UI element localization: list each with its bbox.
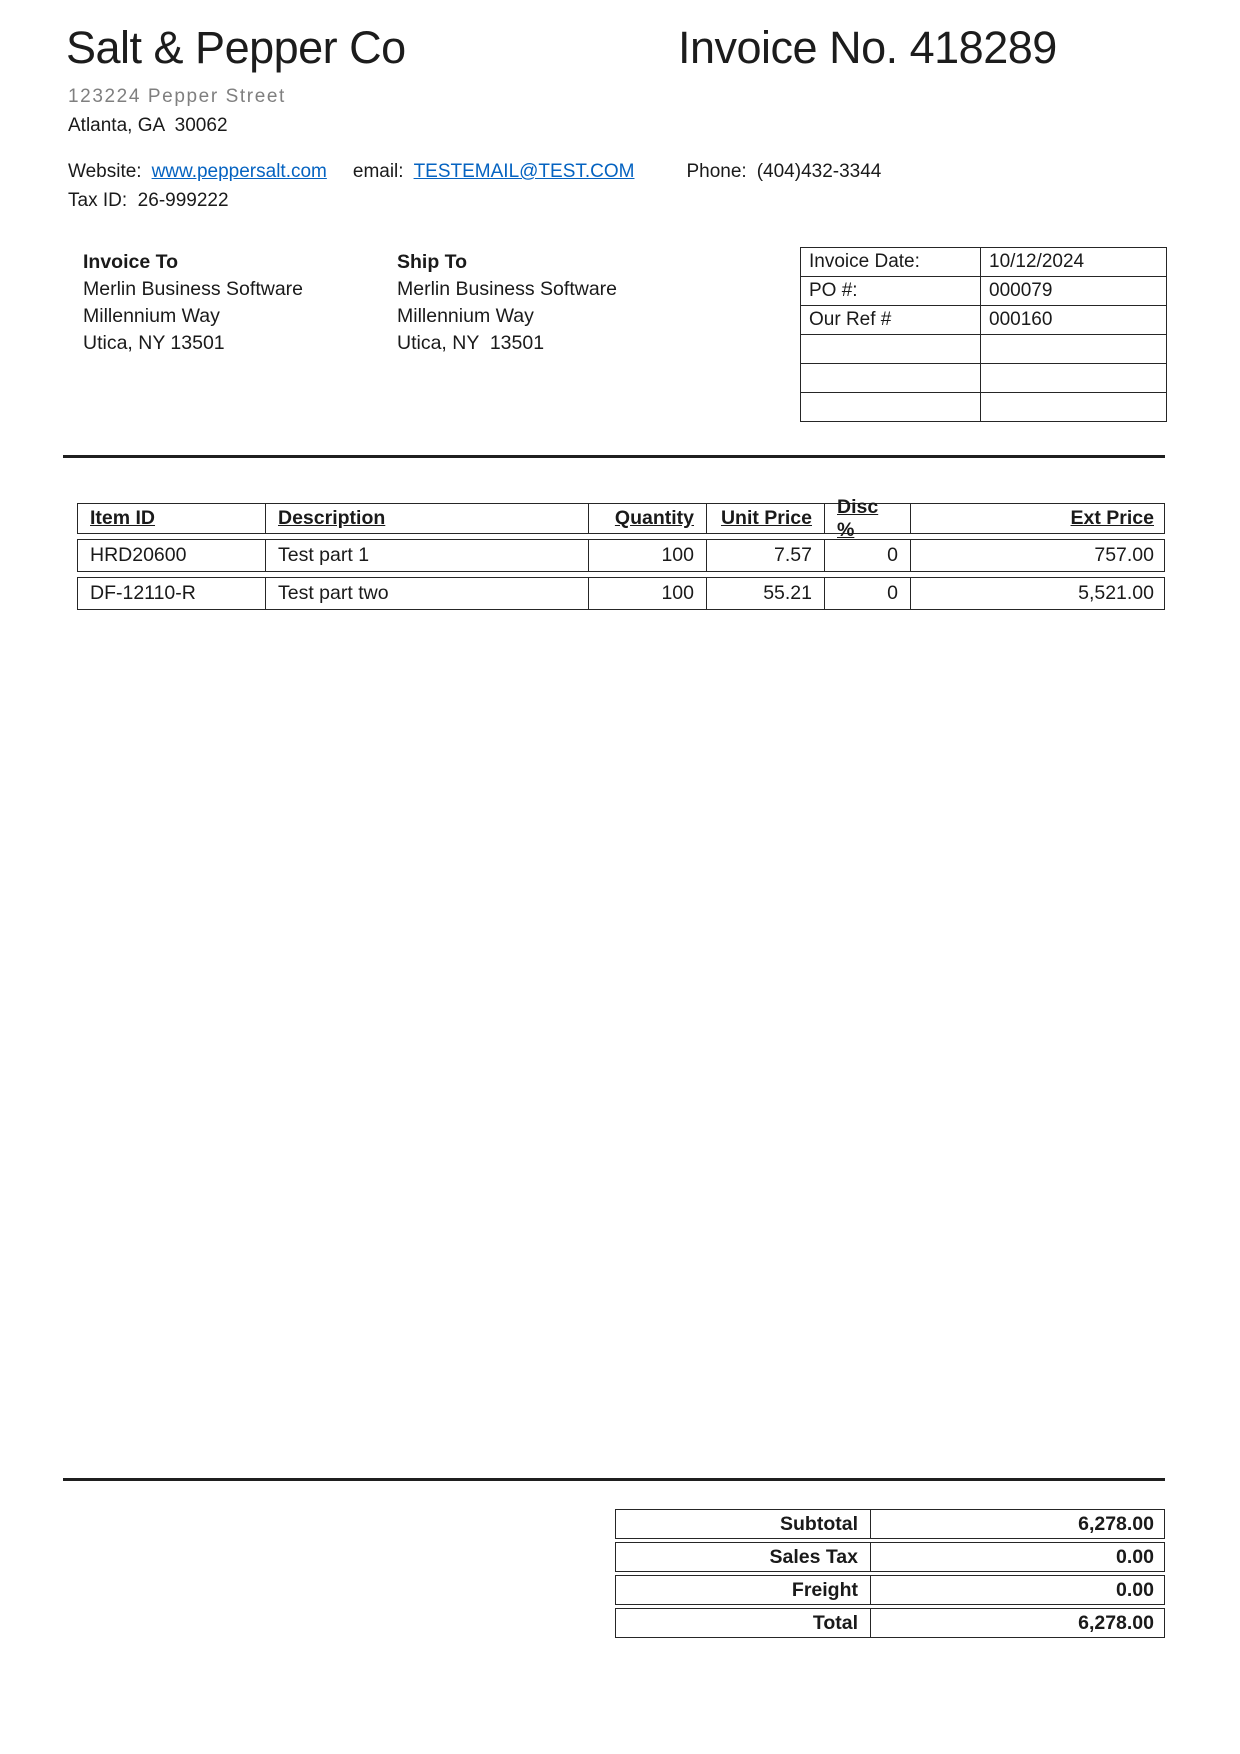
line-items-table	[77, 495, 1165, 610]
cell-ext-price: 757.00	[1094, 544, 1154, 566]
cell-ext-price: 5,521.00	[1078, 582, 1154, 604]
total-value-sales-tax: 0.00	[1116, 1545, 1154, 1568]
table-row	[801, 335, 1167, 364]
email-link[interactable]: TESTEMAIL@TEST.COM	[413, 161, 635, 182]
contact-line	[68, 161, 881, 183]
bill-to-heading: Invoice To	[83, 251, 178, 273]
ship-to-block	[397, 249, 617, 357]
info-value: 10/12/2024	[981, 248, 1167, 277]
email-label: email:	[352, 161, 404, 182]
cell-quantity: 100	[589, 540, 707, 571]
bill-to-line: Millennium Way	[83, 305, 220, 327]
totals-table	[615, 1509, 1165, 1638]
column-header-item-id: Item ID	[90, 507, 156, 529]
ship-to-line: Merlin Business Software	[397, 278, 618, 300]
column-header-ext-price: Ext Price	[1070, 507, 1154, 529]
phone-label: Phone:	[686, 161, 747, 182]
column-header-disc: Disc %	[837, 495, 879, 541]
table-row	[615, 1509, 1165, 1539]
horizontal-rule-bottom	[63, 1478, 1165, 1481]
total-value-freight: 0.00	[1116, 1578, 1154, 1601]
website-link[interactable]: www.peppersalt.com	[151, 161, 327, 182]
invoice-info-table	[800, 247, 1167, 422]
bill-to-line: Utica, NY 13501	[83, 332, 225, 354]
info-label	[801, 335, 981, 364]
ship-to-line: Millennium Way	[397, 305, 534, 327]
invoice-number-title: Invoice No. 418289	[678, 22, 1057, 73]
ship-to-heading: Ship To	[397, 251, 468, 273]
info-value	[981, 393, 1167, 422]
cell-unit-price: 55.21	[707, 578, 825, 609]
cell-disc: 0	[825, 540, 911, 571]
info-value	[981, 335, 1167, 364]
info-label: Invoice Date:	[801, 248, 981, 277]
table-row	[801, 277, 1167, 306]
total-value-subtotal: 6,278.00	[1078, 1512, 1154, 1535]
bill-to-block	[83, 249, 303, 357]
tax-id-line: Tax ID: 26-999222	[68, 190, 229, 211]
column-header-quantity: Quantity	[614, 507, 694, 529]
total-label-total: Total	[616, 1609, 871, 1637]
info-label	[801, 393, 981, 422]
line-items-header-row	[77, 495, 1165, 541]
cell-description: Test part two	[266, 578, 589, 609]
total-label-subtotal: Subtotal	[616, 1510, 871, 1538]
cell-description: Test part 1	[266, 540, 589, 571]
company-city-line: Atlanta, GA 30062	[68, 115, 228, 136]
total-label-freight: Freight	[616, 1576, 871, 1604]
phone-number: (404)432-3344	[756, 161, 882, 182]
table-row	[801, 306, 1167, 335]
website-label: Website:	[68, 161, 142, 182]
info-value: 000079	[981, 277, 1167, 306]
bill-to-line: Merlin Business Software	[83, 278, 304, 300]
cell-item-id: DF-12110-R	[78, 578, 266, 609]
info-label: PO #:	[801, 277, 981, 306]
cell-disc: 0	[825, 578, 911, 609]
table-row	[615, 1542, 1165, 1572]
column-header-description: Description	[278, 507, 386, 529]
cell-unit-price: 7.57	[707, 540, 825, 571]
cell-item-id: HRD20600	[78, 540, 266, 571]
table-row	[77, 539, 1165, 572]
ship-to-line: Utica, NY 13501	[397, 332, 545, 354]
table-row	[77, 577, 1165, 610]
total-value-total: 6,278.00	[1078, 1611, 1154, 1634]
table-row	[801, 364, 1167, 393]
company-street: 123224 Pepper Street	[68, 86, 286, 107]
info-label	[801, 364, 981, 393]
column-header-unit-price: Unit Price	[720, 507, 812, 529]
table-row	[615, 1575, 1165, 1605]
cell-quantity: 100	[589, 578, 707, 609]
company-name: Salt & Pepper Co	[66, 22, 406, 73]
info-label: Our Ref #	[801, 306, 981, 335]
horizontal-rule-top	[63, 455, 1165, 458]
info-value	[981, 364, 1167, 393]
table-row	[801, 248, 1167, 277]
table-row	[801, 393, 1167, 422]
table-row	[615, 1608, 1165, 1638]
total-label-sales-tax: Sales Tax	[616, 1543, 871, 1571]
info-value: 000160	[981, 306, 1167, 335]
